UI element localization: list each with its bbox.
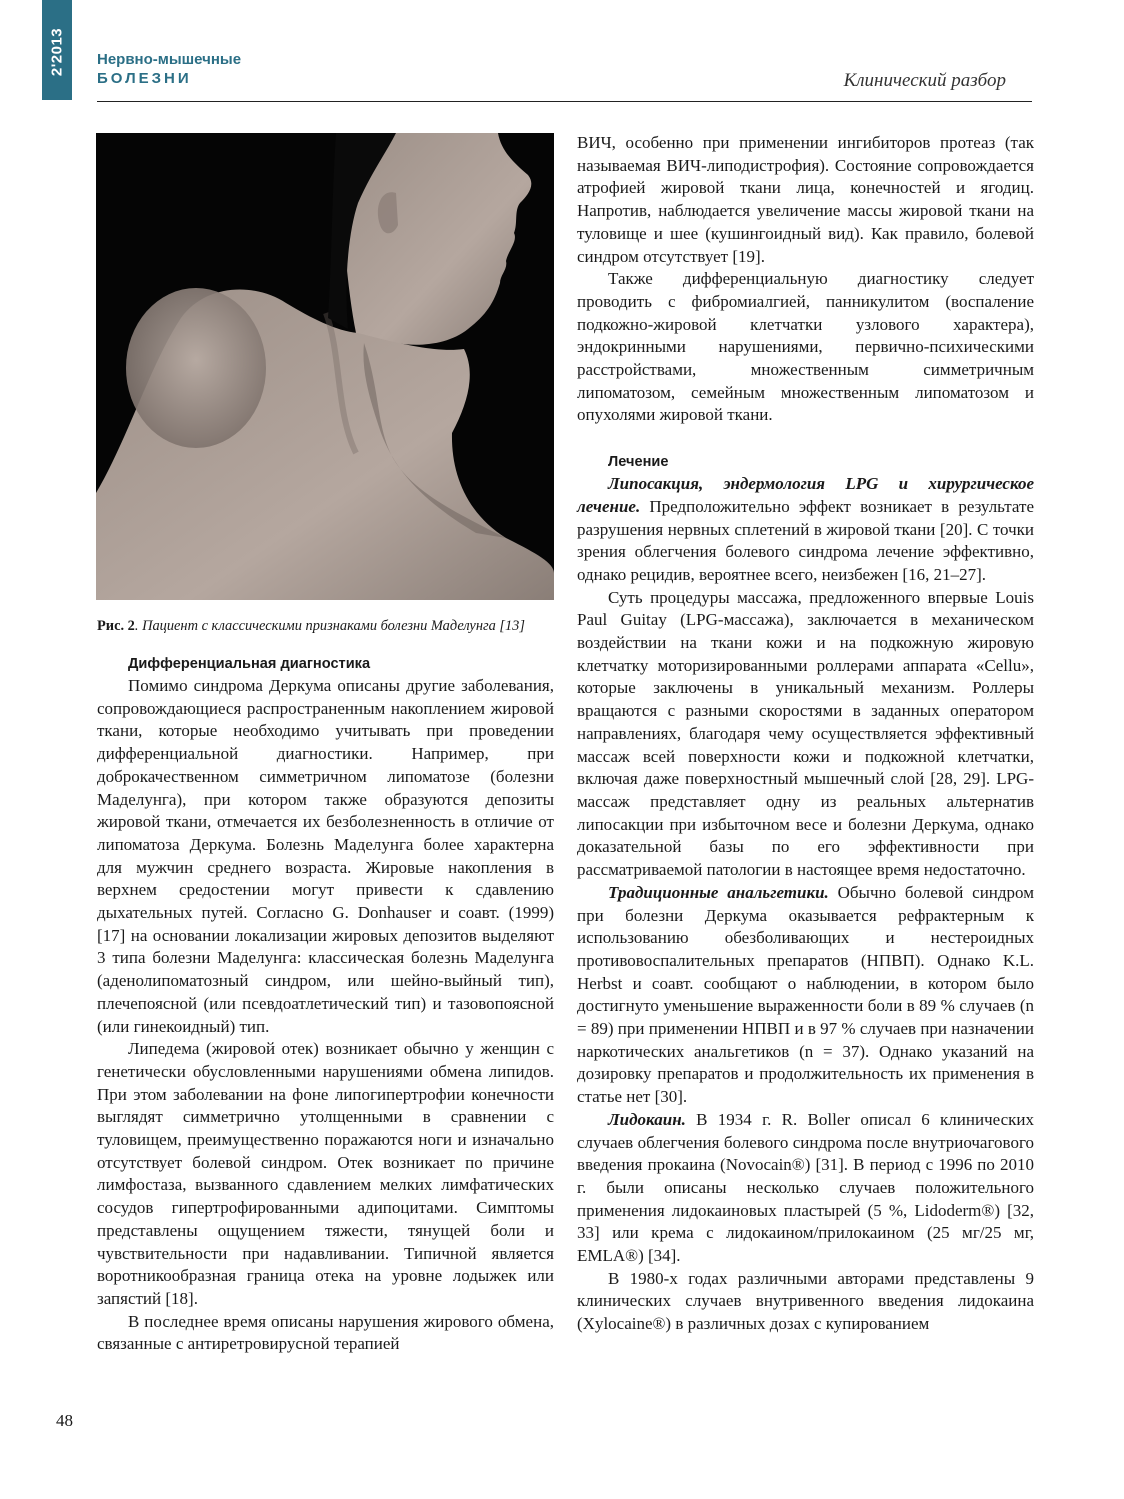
paragraph: Суть процедуры массажа, предложенного впервые Louis Paul Guitay (LPG-массажа), заключается в механическом воздействии на ткани кожи и на подкожную жировую клетчатку моторизированными роллерами аппарата «Cellu», которые заключены в уникальный механизм. Роллеры вращаются с разными скоростями в заданных оператором направлениях, благодаря чему осуществляется эффективный массаж всей поверхности кожи и подкожной клетчатки, включая даже поверхностный мышечный слой [28, 29]. LPG-массаж представляет одну из реальных альтернатив липосакции при избыточном весе и болезни Деркума, однако доказательной базы по его эффективности при рассматриваемой патологии в настоящее время недостаточно. [577, 587, 1034, 880]
issue-tab [42, 0, 72, 100]
paragraph-body: Предположительно эффект возникает в результате разрушения нервных сплетений в жировой ткани [20]. С точки зрения облегчения болевого синдрома лечение эффективно, однако рецидив, вероятнее всего, неизбежен [16, 21–27]. [577, 496, 1034, 584]
figure-label: Рис. 2 [97, 618, 135, 634]
section-label: Клинический разбор [843, 70, 1006, 91]
journal-title-line2: БОЛЕЗНИ [97, 70, 192, 87]
figure-photo [96, 133, 554, 600]
paragraph-lead: Лидокаин. [608, 1109, 686, 1129]
paragraph [577, 473, 1034, 587]
right-column [577, 132, 1034, 1336]
journal-title-line1: Нервно-мышечные [97, 51, 242, 68]
paragraph [577, 882, 1034, 1109]
paragraph: Помимо синдрома Деркума описаны другие заболевания, сопровождающиеся распространенным накоплением жировой ткани, которые необходимо учитывать при проведении дифференциальной диагностики. Например, при доброкачественном симметричном липоматозе (болезни Маделунга), при котором также образуются депозиты жировой ткани, отмечается их безболезненность в отличие от липоматоза Деркума. Болезнь Маделунга более характерна для мужчин среднего возраста. Жировые накопления в верхнем средостении могут привести к сдавлению дыхательных путей. Согласно G. Donhauser и соавт. (1999) [17] на основании локализации жировых депозитов выделяют 3 типа болезни Маделунга: классическая болезнь Маделунга (аденолипоматозный синдром, или шейно-выйный тип), плечепоясной (или псевдоатлетический тип) и тазовопоясной (или гинекоидный) тип. [97, 676, 554, 1036]
paragraph: Также дифференциальную диагностику следует проводить с фибромиалгией, панникулитом (воспаление подкожно-жировой клетчатки узлового характера), эндокринными нарушениями, первично-психическими расстройствами, множественным симметричным липоматозом, семейным множественным липоматозом и опухолями жировой ткани. [577, 269, 1034, 425]
figure-caption-text: . Пациент с классическими признаками болезни Маделунга [13] [134, 618, 525, 634]
section-heading-treatment: Лечение [608, 454, 669, 471]
paragraph: В 1980-х годах различными авторами представлены 9 клинических случаев внутривенного введения лидокаина (Xylocaine®) в различных дозах с купированием [577, 1268, 1034, 1334]
paragraph [577, 1109, 1034, 1268]
patient-profile-image [96, 133, 554, 600]
header-rule [97, 101, 1032, 102]
paragraph-body: Обычно болевой синдром при болезни Деркума оказывается рефрактерным к использованию обезболивающих и нестероидных противовоспалительных препаратов (НПВП). Однако K.L. Herbst и соавт. сообщают о наблюдении, в котором было достигнуто уменьшение выраженности боли в 89 % случаев (n = 89) при применении НПВП и в 97 % случаев при назначении наркотических анальгетиков (n = 37). Однако указаний на дозировку препаратов и продолжительность их применения в статье нет [30]. [577, 882, 1034, 1107]
issue-number: 2'2013 [48, 27, 66, 77]
paragraph: Липедема (жировой отек) возникает обычно у женщин с генетически обусловленными нарушениями обмена липидов. При этом заболевании на фоне липогипертрофии конечности выглядят симметрично утолщенными в сравнении с туловищем, преимущественно поражаются ноги и изначально отсутствует болевой синдром. Отек возникает по причине лимфостаза, вызванного сдавлением мелких лимфатических сосудов гипертрофированными адипоцитами. Симптомы представлены ощущением тяжести, тянущей боли и чувствительности при надавливании. Типичной является воротникообразная граница отека на уровне лодыжек или запястий [18]. [97, 1039, 554, 1308]
left-column [97, 653, 554, 1356]
figure-caption [97, 616, 557, 636]
paragraph: ВИЧ, особенно при применении ингибиторов протеаз (так называемая ВИЧ-липодистрофия). Состояние сопровождается атрофией жировой ткани лица, конечностей и ягодиц. Напротив, наблюдается увеличение массы жировой ткани на туловище и шее (кушингоидный вид). Как правило, болевой синдром отсутствует [19]. [577, 133, 1034, 266]
section-heading-differential: Дифференциальная диагностика [128, 656, 371, 672]
paragraph-lead: Липосакция, эндермология LPG и хирургическое лечение. [577, 474, 1034, 516]
spacer [577, 427, 1034, 451]
page-number: 48 [56, 1411, 73, 1430]
paragraph-body: В 1934 г. R. Boller описал 6 клинических случаев облегчения болевого синдрома после внутриочагового введения прокаина (Novocain®) [31]. В период с 1996 по 2010 г. были описаны несколько случаев положительного применения лидокаиновых пластырей (5 %, Lidoderm®) [32, 33] или крема с лидокаином/прилокаином (25 мг/25 мг, EMLA®) [34]. [577, 1109, 1034, 1266]
paragraph: В последнее время описаны нарушения жирового обмена, связанные с антиретровирусной терапией [97, 1311, 554, 1354]
paragraph-lead: Традиционные анальгетики. [608, 882, 829, 902]
